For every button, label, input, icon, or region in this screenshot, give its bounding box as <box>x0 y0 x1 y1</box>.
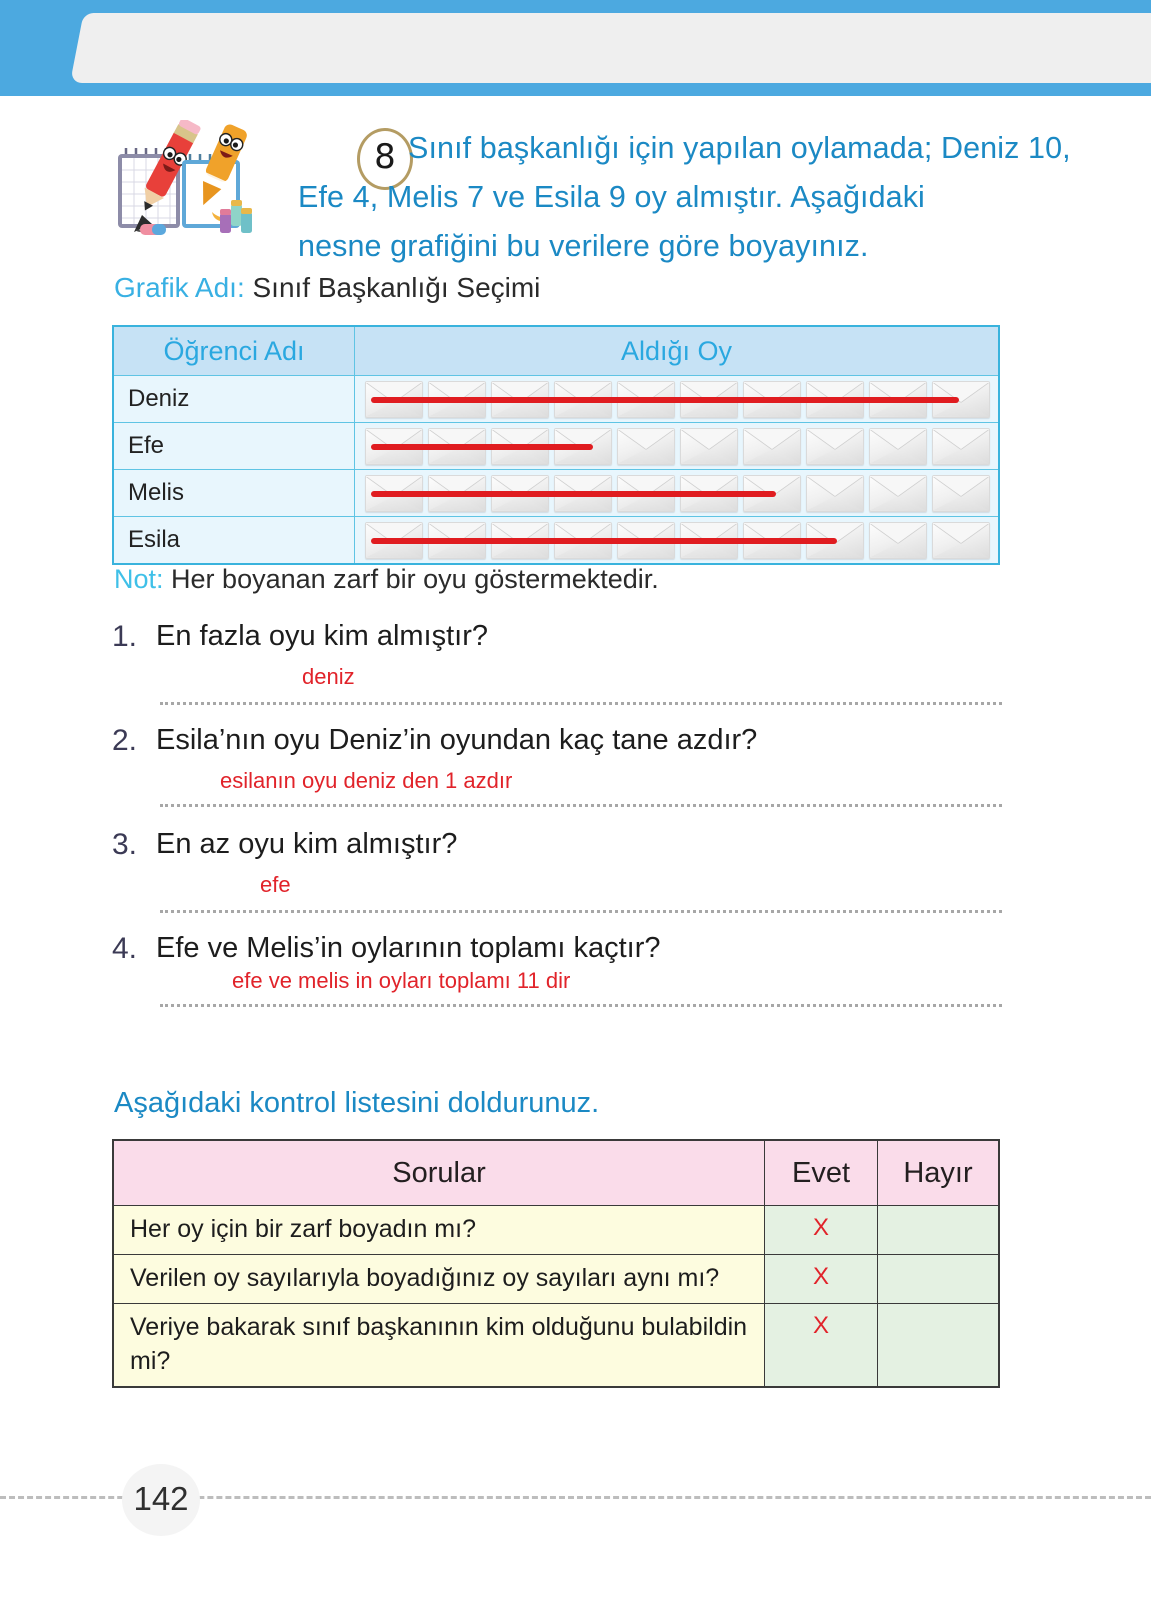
page-content <box>0 96 1151 1624</box>
student-name-cell: Melis <box>113 470 355 517</box>
checklist-header-no: Hayır <box>878 1140 1000 1206</box>
question-2-number: 2. <box>112 724 138 757</box>
vote-header-votes: Aldığı Oy <box>355 326 1000 376</box>
student-name-cell: Efe <box>113 423 355 470</box>
checklist-row <box>113 1304 999 1388</box>
vote-table <box>112 325 1000 565</box>
answer-line-1[interactable] <box>160 700 1002 705</box>
question-1-text: En fazla oyu kim almıştır? <box>156 620 488 652</box>
vote-table-row <box>113 517 999 565</box>
question-line-2: Efe 4, Melis 7 ve Esila 9 oy almıştır. Aşağıdaki <box>298 180 925 214</box>
envelope-icon[interactable] <box>932 522 990 559</box>
envelope-icon[interactable] <box>869 522 927 559</box>
envelope-icon[interactable] <box>806 475 864 512</box>
answer-line-3[interactable] <box>160 908 1002 913</box>
checklist-no-cell[interactable] <box>878 1255 1000 1304</box>
question-2-text: Esila’nın oyu Deniz’in oyundan kaç tane azdır? <box>156 724 758 756</box>
vote-envelopes-cell[interactable] <box>355 517 1000 565</box>
note-text: Her boyanan zarf bir oyu göstermektedir. <box>171 564 659 594</box>
vote-strike-mark <box>371 538 837 544</box>
checklist-question: Veriye bakarak sınıf başkanının kim olduğunu bulabildin mi? <box>113 1304 765 1388</box>
envelope-icon[interactable] <box>806 428 864 465</box>
envelope-icon[interactable] <box>869 428 927 465</box>
question-line-1: Sınıf başkanlığı için yapılan oylamada; Deniz 10, <box>408 131 1071 165</box>
answer-2[interactable]: esilanın oyu deniz den 1 azdır <box>220 768 513 793</box>
vote-header-name: Öğrenci Adı <box>113 326 355 376</box>
checklist-header-questions: Sorular <box>113 1140 765 1206</box>
vote-strike-mark <box>371 397 959 403</box>
question-4-number: 4. <box>112 932 138 965</box>
question-number-badge: 8 <box>357 128 413 190</box>
vote-envelopes-cell[interactable] <box>355 470 1000 517</box>
answer-1[interactable]: deniz <box>302 664 355 689</box>
vote-table-header-row <box>113 326 999 376</box>
checklist-no-cell[interactable] <box>878 1206 1000 1255</box>
page-number: 142 <box>122 1464 200 1536</box>
graph-title-value: Sınıf Başkanlığı Seçimi <box>252 272 541 303</box>
question-4-text: Efe ve Melis’in oylarının toplamı kaçtır? <box>156 932 661 964</box>
envelope-icon[interactable] <box>743 428 801 465</box>
vote-envelopes-cell[interactable] <box>355 423 1000 470</box>
question-prompt <box>298 124 1122 271</box>
vote-envelopes-cell[interactable] <box>355 376 1000 423</box>
answer-3[interactable]: efe <box>260 872 291 897</box>
envelope-icon[interactable] <box>932 475 990 512</box>
question-3-text: En az oyu kim almıştır? <box>156 828 458 860</box>
vote-table-row <box>113 470 999 517</box>
answer-4[interactable]: efe ve melis in oyları toplamı 11 dir <box>232 968 571 993</box>
checklist-header-yes: Evet <box>765 1140 878 1206</box>
vote-table-row <box>113 423 999 470</box>
note-label: Not: <box>114 564 164 594</box>
checklist-question: Her oy için bir zarf boyadın mı? <box>113 1206 765 1255</box>
question-line-3: nesne grafiğini bu verilere göre boyayınız. <box>298 229 869 263</box>
student-name-cell: Esila <box>113 517 355 565</box>
answer-line-4[interactable] <box>160 1002 1002 1007</box>
checklist-yes-cell[interactable]: X <box>765 1255 878 1304</box>
page-banner <box>0 0 1151 96</box>
pencil-marker-illustration <box>112 120 252 245</box>
checklist-header-row <box>113 1140 999 1206</box>
checklist-no-cell[interactable] <box>878 1304 1000 1388</box>
checklist-yes-cell[interactable]: X <box>765 1206 878 1255</box>
vote-table-row <box>113 376 999 423</box>
vote-strike-mark <box>371 444 593 450</box>
checklist-row <box>113 1206 999 1255</box>
envelope-icon[interactable] <box>869 475 927 512</box>
question-3-number: 3. <box>112 828 138 861</box>
graph-title-label: Grafik Adı: <box>114 272 245 303</box>
banner-tab-shape <box>70 13 1151 83</box>
envelope-icon[interactable] <box>617 428 675 465</box>
checklist-yes-cell[interactable]: X <box>765 1304 878 1388</box>
graph-title <box>114 272 540 304</box>
question-1-number: 1. <box>112 620 138 653</box>
checklist-table <box>112 1139 1000 1388</box>
checklist-heading: Aşağıdaki kontrol listesini doldurunuz. <box>114 1087 600 1119</box>
student-name-cell: Deniz <box>113 376 355 423</box>
envelope-icon[interactable] <box>932 428 990 465</box>
checklist-question: Verilen oy sayılarıyla boyadığınız oy sayıları aynı mı? <box>113 1255 765 1304</box>
note-line <box>114 564 659 595</box>
envelope-icon[interactable] <box>680 428 738 465</box>
answer-line-2[interactable] <box>160 802 1002 807</box>
checklist-row <box>113 1255 999 1304</box>
vote-strike-mark <box>371 491 776 497</box>
